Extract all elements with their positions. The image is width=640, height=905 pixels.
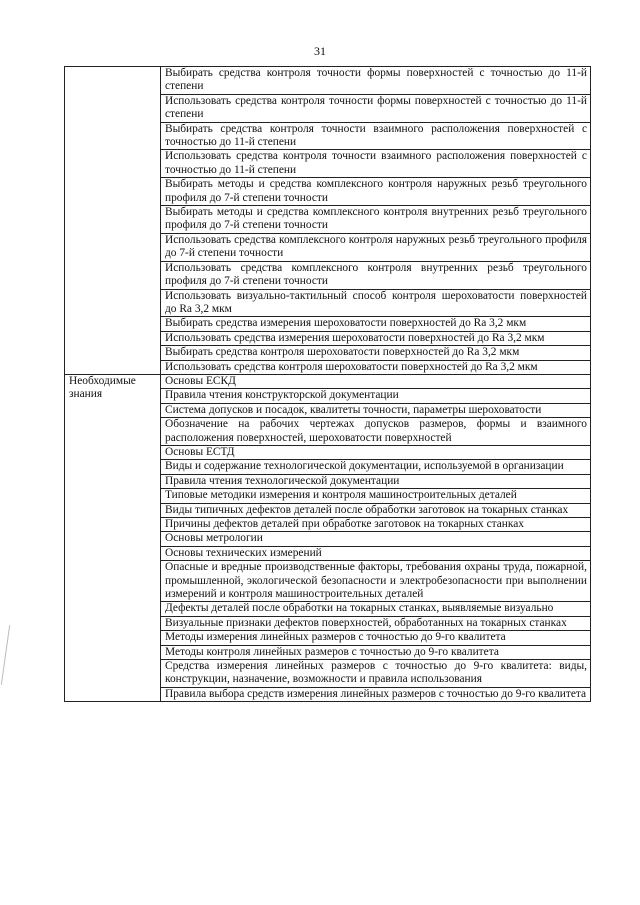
knowledge-item: Правила чтения технологической документации: [161, 474, 591, 488]
knowledge-item: Основы метрологии: [161, 532, 591, 546]
skills-item: Выбирать средства измерения шероховатости поверхностей до Ra 3,2 мкм: [161, 317, 591, 331]
knowledge-item: Обозначение на рабочих чертежах допусков размеров, формы и взаимного расположения поверхностей, шероховатости поверхностей: [161, 418, 591, 446]
skills-item: Использовать средства контроля точности взаимного расположения поверхностей с точностью до 11-й степени: [161, 150, 591, 178]
skills-item: Использовать визуально-тактильный способ контроля шероховатости поверхностей до Ra 3,2 мкм: [161, 289, 591, 317]
skills-item: Выбирать средства контроля шероховатости поверхностей до Ra 3,2 мкм: [161, 346, 591, 360]
skills-label: [65, 67, 161, 375]
knowledge-item: Методы контроля линейных размеров с точностью до 9-го квалитета: [161, 645, 591, 659]
knowledge-item: Основы технических измерений: [161, 546, 591, 560]
knowledge-item: Визуальные признаки дефектов поверхностей, обработанных на токарных станках: [161, 616, 591, 630]
skills-item: Использовать средства контроля шероховатости поверхностей до Ra 3,2 мкм: [161, 360, 591, 374]
knowledge-item: Методы измерения линейных размеров с точностью до 9-го квалитета: [161, 631, 591, 645]
requirements-table: [64, 66, 591, 702]
skills-item: Выбирать методы и средства комплексного контроля наружных резьб треугольного профиля до 7-й степени точности: [161, 178, 591, 206]
skills-item: Использовать средства измерения шероховатости поверхностей до Ra 3,2 мкм: [161, 331, 591, 345]
knowledge-item: Опасные и вредные производственные факторы, требования охраны труда, пожарной, промышленной, экологической безопасности и электробезопасности при выполнении измерений и контроля машиностроительных деталей: [161, 561, 591, 602]
skills-item: Выбирать средства контроля точности формы поверхностей с точностью до 11-й степени: [161, 67, 591, 95]
knowledge-item: Виды типичных дефектов деталей после обработки заготовок на токарных станках: [161, 503, 591, 517]
skills-item: Использовать средства комплексного контроля наружных резьб треугольного профиля до 7-й степени точности: [161, 233, 591, 261]
knowledge-item: Виды и содержание технологической документации, используемой в организации: [161, 460, 591, 474]
skills-item: Выбирать методы и средства комплексного контроля внутренних резьб треугольного профиля до 7-й степени точности: [161, 206, 591, 234]
knowledge-item: Причины дефектов деталей при обработке заготовок на токарных станках: [161, 518, 591, 532]
knowledge-item: Основы ЕСКД: [161, 374, 591, 388]
knowledge-item: Дефекты деталей после обработки на токарных станках, выявляемые визуально: [161, 602, 591, 616]
knowledge-item: Система допусков и посадок, квалитеты точности, параметры шероховатости: [161, 403, 591, 417]
knowledge-item: Правила выбора средств измерения линейных размеров с точностью до 9-го квалитета: [161, 687, 591, 701]
scan-edge-mark: [1, 625, 10, 685]
skills-item: Использовать средства комплексного контроля внутренних резьб треугольного профиля до 7-й степени точности: [161, 261, 591, 289]
knowledge-item: Правила чтения конструкторской документации: [161, 389, 591, 403]
knowledge-label: Необходимые знания: [65, 374, 161, 701]
knowledge-item: Типовые методики измерения и контроля машиностроительных деталей: [161, 489, 591, 503]
skills-item: Использовать средства контроля точности формы поверхностей с точностью до 11-й степени: [161, 94, 591, 122]
page-number: 31: [314, 44, 326, 58]
skills-row: [65, 67, 591, 95]
knowledge-item: Средства измерения линейных размеров с точностью до 9-го квалитета: виды, конструкции, назначение, возможности и правила использования: [161, 660, 591, 688]
knowledge-row: [65, 374, 591, 388]
skills-item: Выбирать средства контроля точности взаимного расположения поверхностей с точностью до 11-й степени: [161, 122, 591, 150]
knowledge-item: Основы ЕСТД: [161, 445, 591, 459]
